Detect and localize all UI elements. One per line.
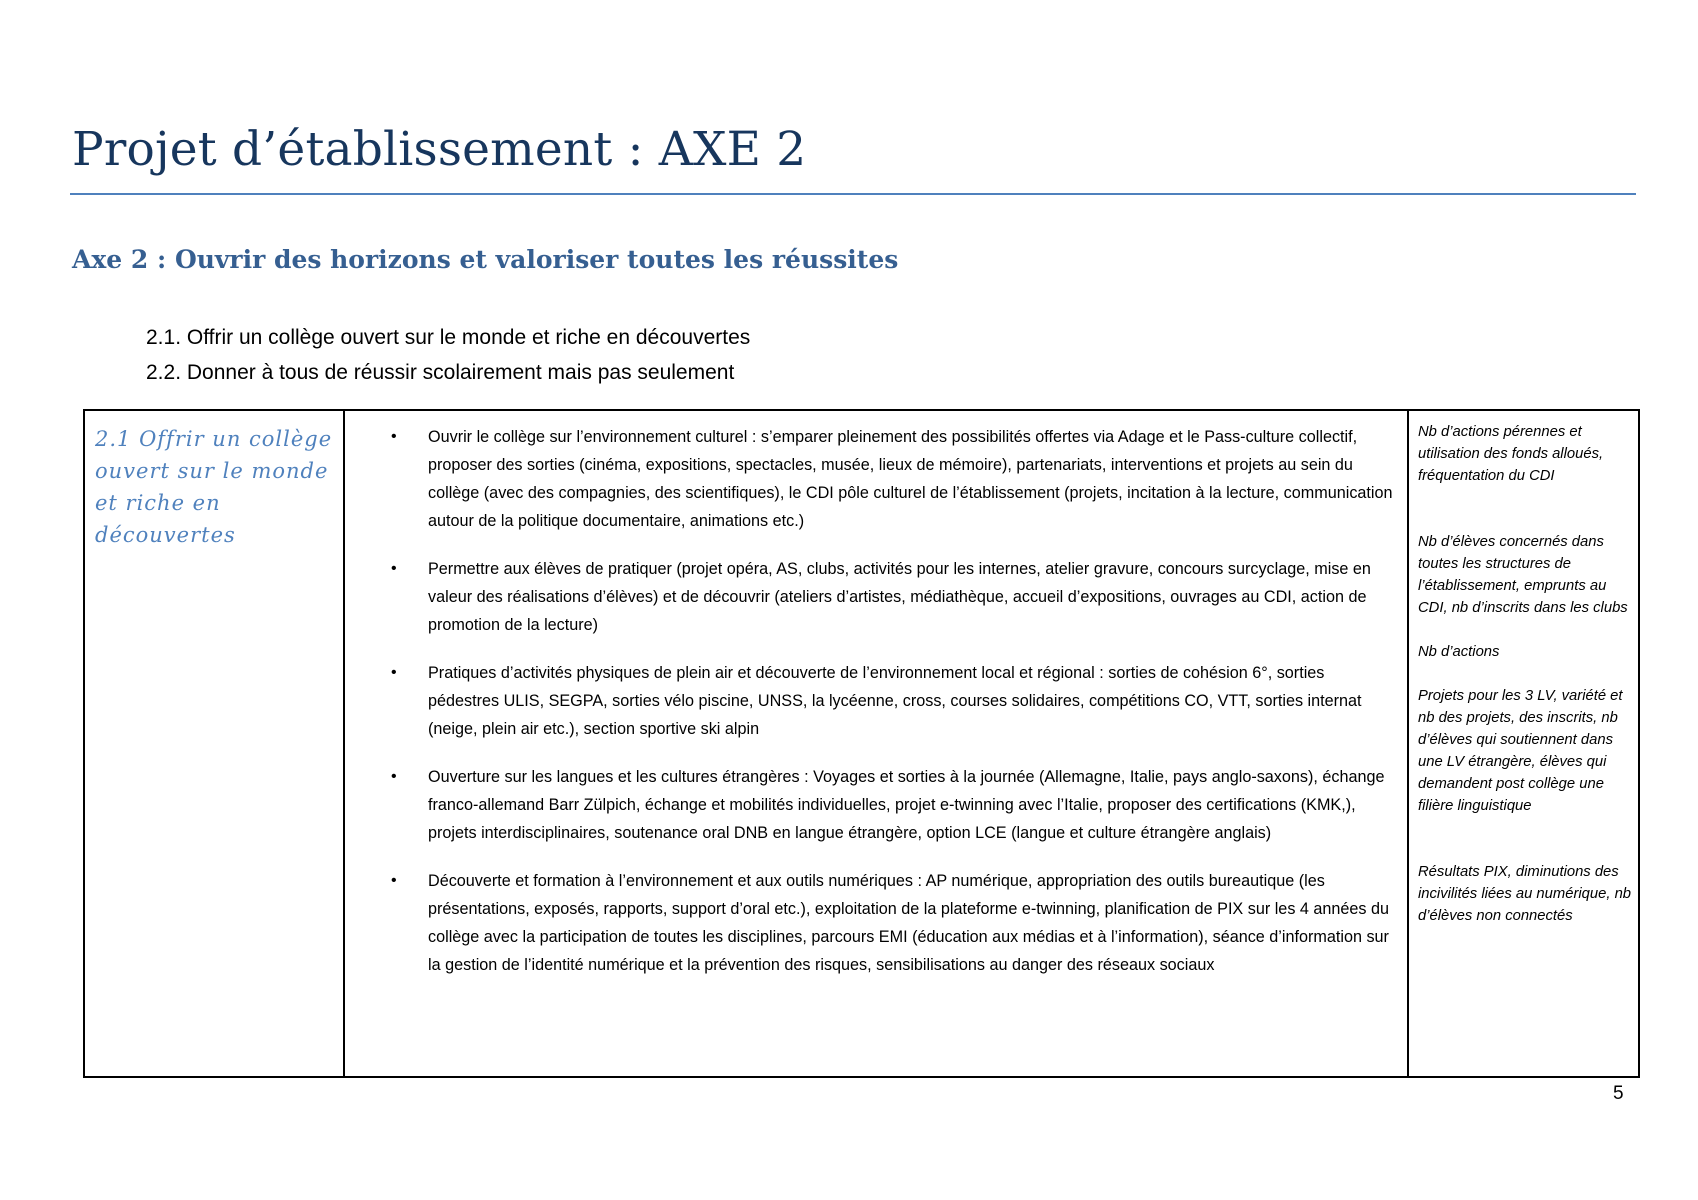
bullet-icon: • [391,872,397,889]
indicator-spacer [1418,509,1632,531]
action-item [345,659,1407,743]
page-title: Projet d’établissement : AXE 2 [72,122,807,177]
action-item [345,867,1407,979]
indicator-spacer [1418,663,1632,685]
indicator-item: Nb d’actions [1418,644,1500,660]
indicators-list [1409,421,1638,927]
indicator-spacer [1418,619,1632,641]
indicator-item: Projets pour les 3 LV, variété et nb des projets, des inscrits, nb d’élèves qui soutiennent dans une LV étrangère, élèves qui demandent post collège une filière linguistique [1418,688,1623,814]
bullet-icon: • [391,560,397,577]
table-row [84,410,1639,1077]
section-title: 2.1 Offrir un collège ouvert sur le monde et riche en découvertes [95,427,333,547]
page-number: 5 [1613,1083,1624,1104]
bullet-icon: • [391,428,397,445]
actions-cell [344,410,1408,1077]
indicator-spacer [1418,817,1632,839]
subsection-list [146,320,750,390]
action-text: Découverte et formation à l’environnement et aux outils numériques : AP numérique, appropriation des outils bureautique (les présentations, exposés, rapports, support d’oral etc.), exploitation de la plateforme e-twinning, planification de PIX sur les 4 années du collège avec la participation de toutes les disciplines, parcours EMI (éducation aux médias et à l’information), séance d’information sur la gestion de l’identité numérique et la prévention des risques, sensibilisations au danger des réseaux sociaux [428,872,1390,974]
subsection-item: 2.1. Offrir un collège ouvert sur le monde et riche en découvertes [146,326,751,349]
indicator-spacer [1418,839,1632,861]
indicator-item: Résultats PIX, diminutions des incivilités liées au numérique, nb d’élèves non connectés [1418,864,1632,924]
indicator-spacer [1418,487,1632,509]
action-text: Permettre aux élèves de pratiquer (projet opéra, AS, clubs, activités pour les internes, atelier gravure, concours surcyclage, mise en valeur des réalisations d’élèves) et de découvrir (ateliers d’artistes, médiathèque, accueil d’expositions, ouvrages au CDI, action de promotion de la lecture) [428,560,1371,634]
axe-table [83,409,1640,1078]
action-text: Ouvrir le collège sur l’environnement culturel : s’emparer pleinement des possibilités offertes via Adage et le Pass-culture collectif, proposer des sorties (cinéma, expositions, spectacles, musée, lieux de mémoire), partenariats, interventions et projets au sein du collège (avec des compagnies, des scientifiques), le CDI pôle culturel de l’établissement (projets, incitation à la lecture, communication autour de la politique documentaire, animations etc.) [428,428,1393,530]
indicator-item: Nb d’actions pérennes et utilisation des fonds alloués, fréquentation du CDI [1418,424,1604,484]
axe-heading: Axe 2 : Ouvrir des horizons et valoriser toutes les réussites [72,245,899,274]
indicators-cell [1408,410,1639,1077]
action-item [345,763,1407,847]
bullet-icon: • [391,768,397,785]
bullet-icon: • [391,664,397,681]
action-text: Pratiques d’activités physiques de plein air et découverte de l’environnement local et régional : sorties de cohésion 6°, sorties pédestres ULIS, SEGPA, sorties vélo piscine, UNSS, la lycéenne, cross, courses solidaires, compétitions CO, VTT, sorties internat (neige, plein air etc.), section sportive ski alpin [428,664,1362,738]
indicator-item: Nb d’élèves concernés dans toutes les structures de l’établissement, emprunts au CDI, nb d’inscrits dans les clubs [1418,534,1628,616]
action-item [345,423,1407,535]
action-text: Ouverture sur les langues et les cultures étrangères : Voyages et sorties à la journée (Allemagne, Italie, pays anglo-saxons), échange franco-allemand Barr Zülpich, échange et mobilités individuelles, projet e-twinning avec l’Italie, proposer des certifications (KMK,), projets interdisciplinaires, soutenance oral DNB en langue étrangère, option LCE (langue et culture étrangère anglais) [428,768,1385,842]
actions-list [345,423,1407,979]
section-cell [84,410,344,1077]
subsection-item: 2.2. Donner à tous de réussir scolairement mais pas seulement [146,361,735,384]
title-underline [70,193,1636,195]
action-item [345,555,1407,639]
